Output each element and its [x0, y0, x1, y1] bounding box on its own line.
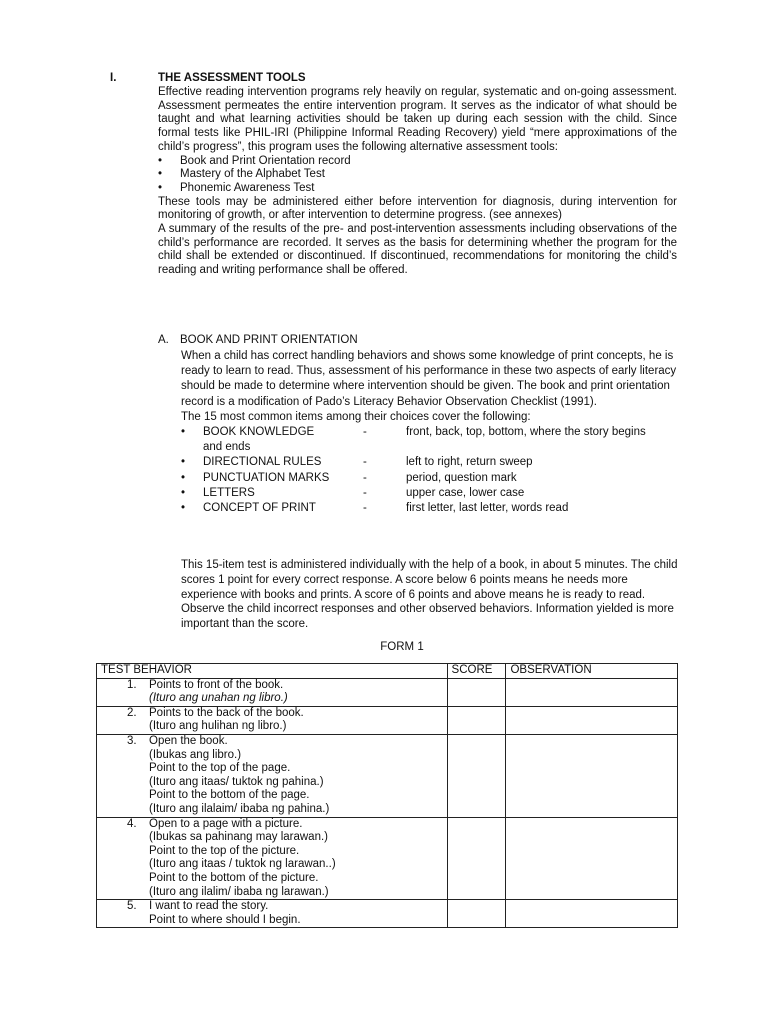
coverage-item: [181, 425, 678, 455]
table-row: [97, 817, 678, 900]
form-header-row: [97, 664, 678, 679]
coverage-desc: left to right, return sweep: [406, 456, 533, 469]
form-table: [96, 663, 678, 928]
coverage-list: [181, 425, 678, 516]
behavior-cell: [97, 734, 448, 817]
section-intro: [158, 86, 677, 278]
coverage-dash: -: [363, 471, 367, 484]
list-intro: The 15 most common items among their choices cover the following:: [181, 410, 531, 423]
scoring-paragraph: This 15-item test is administered individually with the help of a book, in about 5 minutes. The child scores 1 point for every correct response. A score below 6 points means he needs more experience with books and prints. A score of 6 points and above means he is ready to read. Observe the child incorrect responses and other observed behaviors. Information yielded is more important than the score.: [181, 559, 678, 631]
tools-list: [158, 155, 677, 196]
behavior-line: Point to where should I begin.: [149, 913, 301, 926]
coverage-dash: -: [363, 426, 367, 439]
table-row: [97, 734, 678, 817]
observation-cell: [506, 817, 678, 900]
behavior-line: (Ituro ang hulihan ng libro.): [149, 720, 287, 733]
behavior-line: (Ituro ang itaas/ tuktok ng pahina.): [149, 775, 324, 788]
score-cell: [447, 817, 506, 900]
behavior-line: (Ituro ang ilalim/ ibaba ng larawan.): [149, 885, 329, 898]
behavior-line: (Ibukas ang libro.): [149, 748, 242, 761]
observation-cell: [506, 678, 678, 706]
table-row: [97, 706, 678, 734]
behavior-line: I want to read the story.: [149, 900, 269, 913]
coverage-category: CONCEPT OF PRINT: [203, 502, 316, 515]
coverage-item: [181, 501, 678, 516]
coverage-item: [181, 471, 678, 486]
behavior-cell: [97, 900, 448, 928]
coverage-dash: -: [363, 486, 367, 499]
behavior-line: Open to a page with a picture.: [149, 817, 303, 830]
tool-item: • Mastery of the Alphabet Test: [158, 168, 677, 182]
subsection-letter: A.: [158, 334, 169, 346]
behavior-line: Point to the bottom of the picture.: [149, 871, 319, 884]
behavior-line: (Ituro ang unahan ng libro.): [149, 692, 288, 705]
tool-item: • Book and Print Orientation record: [158, 155, 677, 169]
summary-paragraph: A summary of the results of the pre- and post-intervention assessments including observations of the child’s performance are recorded. It serves as the basis for determining whether the program for the child shall be extended or discontinued. If discontinued, recommendations for monitoring the child’s reading and writing performance shall be offered.: [158, 223, 677, 277]
form-label: FORM 1: [380, 641, 424, 653]
score-cell: [447, 678, 506, 706]
item-number: 5.: [127, 900, 137, 913]
item-number: 4.: [127, 817, 137, 830]
tools-note-paragraph: These tools may be administered either before intervention for diagnosis, during intervention for monitoring of growth, or after intervention to determine progress. (see annexes): [158, 195, 677, 222]
behavior-line: Open the book.: [149, 734, 228, 747]
observation-cell: [506, 706, 678, 734]
observation-cell: [506, 734, 678, 817]
section-title: THE ASSESSMENT TOOLS: [158, 72, 306, 84]
item-number: 2.: [127, 706, 137, 719]
book-print-orientation-body: [181, 349, 678, 516]
score-cell: [447, 900, 506, 928]
coverage-desc-cont: and ends: [203, 441, 251, 454]
intro-paragraph: Effective reading intervention programs rely heavily on regular, systematic and on-going assessment. Assessment permeates the entire intervention program. It serves as the indicator of what should be taught and what learning activities should be taken up during each session with the child. Since formal tests like PHIL-IRI (Philippine Informal Reading Recovery) yield “mere approximations of the child’s progress”, this program uses the following alternative assessment tools:: [158, 86, 677, 153]
behavior-cell: [97, 817, 448, 900]
header-observation: OBSERVATION: [506, 664, 678, 679]
table-row: [97, 900, 678, 928]
subsection-title: BOOK AND PRINT ORIENTATION: [180, 334, 358, 346]
table-row: [97, 678, 678, 706]
coverage-desc: period, question mark: [406, 471, 517, 484]
score-cell: [447, 734, 506, 817]
coverage-category: PUNCTUATION MARKS: [203, 471, 330, 484]
header-score: SCORE: [447, 664, 506, 679]
header-test-behavior: TEST BEHAVIOR: [97, 664, 448, 679]
coverage-category: LETTERS: [203, 486, 255, 499]
behavior-line: Point to the top of the page.: [149, 762, 291, 775]
coverage-dash: -: [363, 456, 367, 469]
scoring-section: [181, 558, 678, 632]
section-number: I.: [110, 72, 117, 84]
behavior-cell: [97, 706, 448, 734]
coverage-desc: upper case, lower case: [406, 486, 525, 499]
coverage-category: BOOK KNOWLEDGE: [203, 426, 315, 439]
tool-item: • Phonemic Awareness Test: [158, 182, 677, 196]
behavior-line: Points to the back of the book.: [149, 706, 304, 719]
behavior-line: Points to front of the book.: [149, 678, 284, 691]
item-number: 3.: [127, 734, 137, 747]
coverage-item: [181, 455, 678, 470]
coverage-desc: first letter, last letter, words read: [406, 502, 569, 515]
observation-cell: [506, 900, 678, 928]
behavior-line: (Ituro ang ilalaim/ ibaba ng pahina.): [149, 802, 330, 815]
behavior-cell: [97, 678, 448, 706]
score-cell: [447, 706, 506, 734]
behavior-line: (Ibukas sa pahinang may larawan.): [149, 831, 328, 844]
coverage-desc: front, back, top, bottom, where the story begins: [406, 426, 646, 439]
item-number: 1.: [127, 678, 137, 691]
coverage-category: DIRECTIONAL RULES: [203, 456, 322, 469]
coverage-dash: -: [363, 502, 367, 515]
bpo-paragraph: When a child has correct handling behaviors and shows some knowledge of print concepts, he is ready to learn to read. Thus, assessment of his performance in these two aspects of early literacy should be made to determine where intervention should be given. The book and print orientation record is a modification of Pado’s Literacy Behavior Observation Checklist (1991).: [181, 350, 677, 408]
behavior-line: Point to the top of the picture.: [149, 844, 300, 857]
behavior-line: (Ituro ang itaas / tuktok ng larawan..): [149, 858, 336, 871]
behavior-line: Point to the bottom of the page.: [149, 789, 310, 802]
coverage-item: [181, 486, 678, 501]
